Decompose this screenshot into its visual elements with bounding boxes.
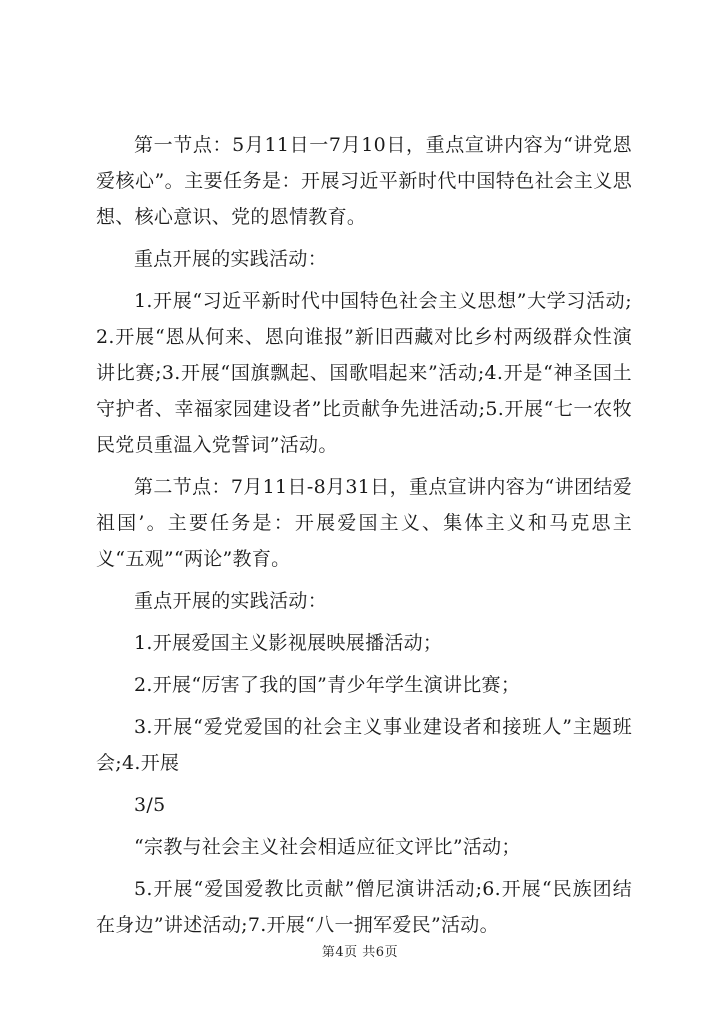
paragraph-activity-item-3: 3.开展“爱党爱国的社会主义事业建设者和接班人”主题班会;4.开展 [96,716,632,774]
paragraph-activities-heading-1: 重点开展的实践活动： [134,248,328,270]
inline-page-reference: 3/5 [134,794,166,816]
paragraph-activity-item-4: “宗教与社会主义社会相适应征文评比”活动； [134,836,521,858]
paragraph-activities-list-1: 1.开展“习近平新时代中国特色社会主义思想”大学习活动;2.开展“恩从何来、恩向谁报”新旧西藏对比乡村两级群众性演讲比赛;3.开展“国旗飘起、国歌唱起来”活动;4.开是“神圣国土守护者、幸福家园建设者”比贡献争先进活动;5.开展“七一农牧民党员重温入党誓词”活动。 [96,290,632,456]
paragraph-node-one: 第一节点：5月11日一7月10日，重点宣讲内容为“讲党恩爱核心”。主要任务是：开展习近平新时代中国特色社会主义思想、核心意识、党的恩情教育。 [96,134,632,228]
paragraph-activity-item-2: 2.开展“厉害了我的国”青少年学生演讲比赛； [134,674,521,696]
paragraph-activity-items-5-7: 5.开展“爱国爱教比贡献”僧尼演讲活动;6.开展“民族团结在身边”讲述活动;7.开展“八一拥军爱民”活动。 [96,878,632,936]
paragraph-activity-item-1: 1.开展爱国主义影视展映展播活动； [134,632,443,654]
document-body [96,127,632,949]
paragraph-node-two: 第二节点：7月11日-8月31日，重点宣讲内容为“讲团结爱祖国’。主要任务是：开展爱国主义、集体主义和马克思主义“五观”“两论”教育。 [96,476,632,570]
paragraph-activities-heading-2: 重点开展的实践活动： [134,590,328,612]
page-footer: 第4页 共6页 [321,945,399,960]
